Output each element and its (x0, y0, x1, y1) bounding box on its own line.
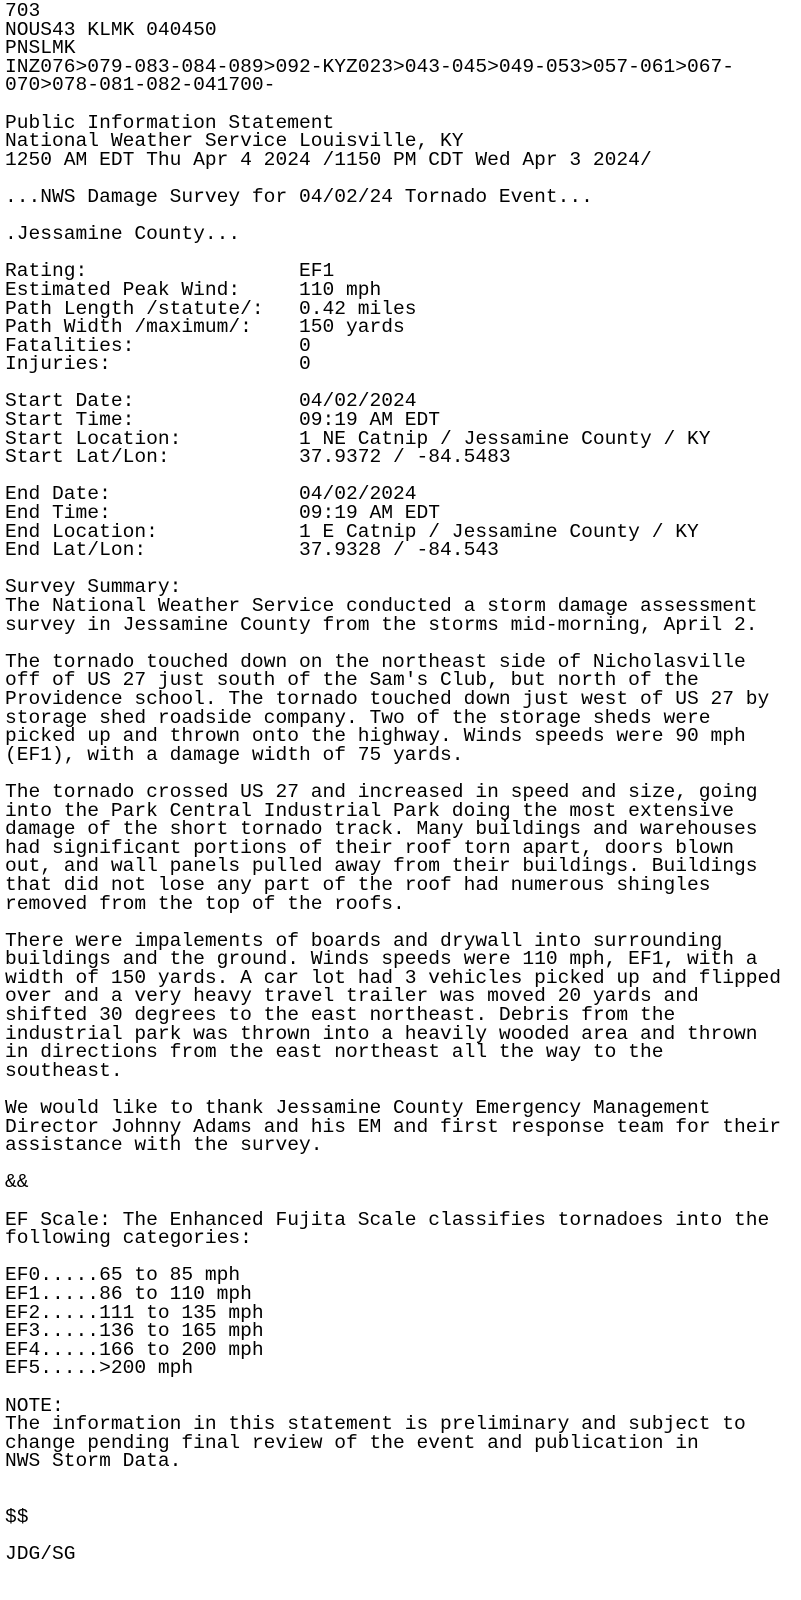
document-line: The information in this statement is preliminary and subject to (5, 1413, 746, 1436)
document-line: into the Park Central Industrial Park doing the most extensive (5, 799, 735, 822)
document-line: survey in Jessamine County from the storms mid-morning, April 2. (5, 613, 758, 636)
document-line: We would like to thank Jessamine County Emergency Management (5, 1097, 711, 1120)
document-line (5, 913, 801, 932)
document-line: Public Information Statement (5, 111, 335, 134)
document-line: had significant portions of their roof torn apart, doors blown (5, 836, 735, 859)
document-line: Path Width /maximum/: 150 yards (5, 316, 405, 339)
document-line: EF2.....111 to 135 mph (5, 1301, 264, 1324)
document-line (5, 1527, 801, 1546)
document-line: ...NWS Damage Survey for 04/02/24 Tornado Event... (5, 185, 593, 208)
document-line (5, 1471, 801, 1490)
document-line: Start Lat/Lon: 37.9372 / -84.5483 (5, 446, 511, 469)
document-line: EF Scale: The Enhanced Fujita Scale classifies tornadoes into the (5, 1208, 770, 1231)
document-line: Injuries: 0 (5, 353, 311, 376)
document-line: Start Time: 09:19 AM EDT (5, 409, 441, 432)
document-line (5, 634, 801, 653)
document-line: NWS Storm Data. (5, 1450, 182, 1473)
document-line: 1250 AM EDT Thu Apr 4 2024 /1150 PM CDT Wed Apr 3 2024/ (5, 148, 652, 171)
document-line (5, 1378, 801, 1397)
document-line: && (5, 1171, 29, 1194)
document-line: picked up and thrown onto the highway. Winds speeds were 90 mph (5, 725, 746, 748)
document-line: out, and wall panels pulled away from their buildings. Buildings (5, 855, 758, 878)
document-line: 703 (5, 0, 41, 22)
document-line: NOUS43 KLMK 040450 (5, 18, 217, 41)
document-line: Rating: EF1 (5, 260, 335, 283)
document-line: (EF1), with a damage width of 75 yards. (5, 743, 464, 766)
document-line: industrial park was thrown into a heavily wooded area and thrown (5, 1022, 758, 1045)
document-line: End Date: 04/02/2024 (5, 483, 417, 506)
document-line: EF0.....65 to 85 mph (5, 1264, 241, 1287)
document-line: Director Johnny Adams and his EM and first response team for their (5, 1115, 782, 1138)
document-line: .Jessamine County... (5, 223, 241, 246)
document-line: Providence school. The tornado touched down just west of US 27 by (5, 687, 770, 710)
document-line: The tornado touched down on the northeast side of Nicholasville (5, 650, 746, 673)
document-line: The National Weather Service conducted a storm damage assessment (5, 595, 758, 617)
document-line: Start Location: 1 NE Catnip / Jessamine County / KY (5, 427, 711, 450)
document-line: change pending final review of the event and publication in (5, 1431, 699, 1454)
document-line: $$ (5, 1506, 29, 1529)
document-line: in directions from the east northeast all the way to the (5, 1041, 664, 1064)
document-line: that did not lose any part of the roof had numerous shingles (5, 873, 711, 896)
document-line: 070>078-081-082-041700- (5, 74, 276, 97)
document-line: off of US 27 just south of the Sam's Club, but north of the (5, 669, 699, 692)
document-line: PNSLMK (5, 37, 76, 60)
document-line (5, 1192, 801, 1211)
document-line: EF5.....>200 mph (5, 1357, 194, 1380)
document-line: The tornado crossed US 27 and increased in speed and size, going (5, 780, 758, 803)
document-line: removed from the top of the roofs. (5, 892, 405, 915)
document-line: End Lat/Lon: 37.9328 / -84.543 (5, 539, 499, 562)
document-line: End Location: 1 E Catnip / Jessamine County / KY (5, 520, 699, 543)
document-line (5, 1155, 801, 1174)
document-line: shifted 30 degrees to the east northeast. Debris from the (5, 1004, 676, 1027)
document-line: National Weather Service Louisville, KY (5, 130, 464, 153)
document-line: width of 150 yards. A car lot had 3 vehicles picked up and flipped (5, 966, 782, 989)
document-line: southeast. (5, 1059, 123, 1082)
document-line: There were impalements of boards and drywall into surrounding (5, 929, 723, 952)
document-line: Start Date: 04/02/2024 (5, 390, 417, 413)
document-line: End Time: 09:19 AM EDT (5, 502, 441, 525)
document-line: EF3.....136 to 165 mph (5, 1320, 264, 1343)
document-line: EF4.....166 to 200 mph (5, 1338, 264, 1361)
document-line: buildings and the ground. Winds speeds were 110 mph, EF1, with a (5, 948, 758, 971)
document-line: over and a very heavy travel trailer was moved 20 yards and (5, 985, 699, 1008)
document-line: assistance with the survey. (5, 1134, 323, 1157)
document-line: Estimated Peak Wind: 110 mph (5, 278, 382, 301)
document-line (5, 1490, 801, 1509)
document-line: EF1.....86 to 110 mph (5, 1282, 252, 1305)
document-line: Survey Summary: (5, 576, 182, 599)
document-line: storage shed roadside company. Two of the storage sheds were (5, 706, 711, 729)
document-line: Path Length /statute/: 0.42 miles (5, 297, 417, 320)
document-line: JDG/SG (5, 1543, 76, 1566)
document-line (5, 95, 801, 114)
document-line: INZ076>079-083-084-089>092-KYZ023>043-045>049-053>057-061>067- (5, 55, 735, 78)
document-line: NOTE: (5, 1394, 64, 1417)
document-line: Fatalities: 0 (5, 334, 311, 357)
document-line: damage of the short tornado track. Many buildings and warehouses (5, 818, 758, 841)
document-line: following categories: (5, 1227, 252, 1250)
